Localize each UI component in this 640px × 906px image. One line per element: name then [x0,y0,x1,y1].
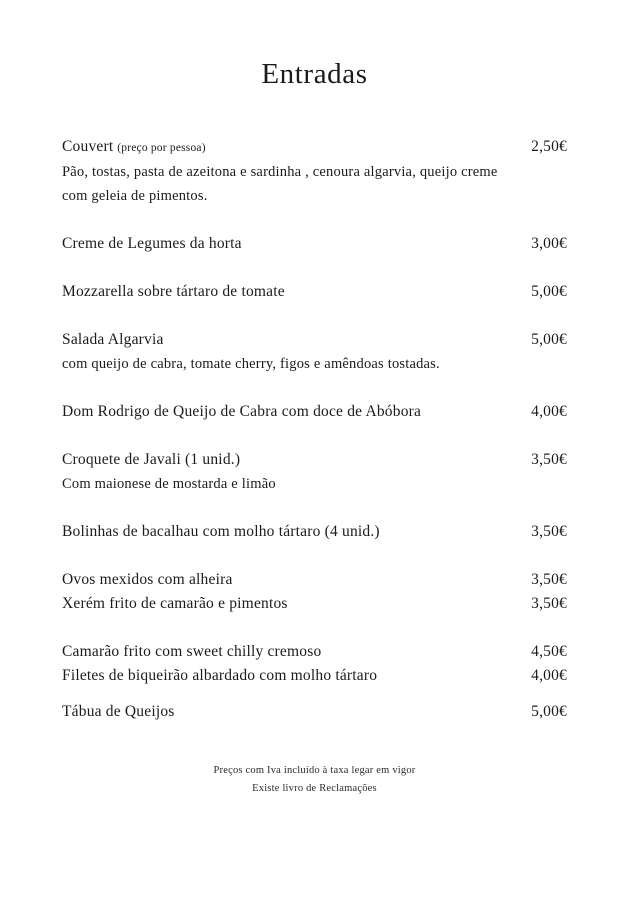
menu-item [62,448,567,472]
footer-complaints-note: Existe livro de Reclamações [252,783,377,794]
item-price: 5,00€ [531,703,567,720]
item-name: Bolinhas de bacalhau com molho tártaro (4 unid.) [62,523,380,540]
item-note: (preço por pessoa) [117,142,206,154]
item-price: 5,00€ [531,331,567,348]
menu-item [62,280,567,304]
menu-group [62,135,567,208]
item-price: 4,50€ [531,643,567,660]
menu-item [62,135,567,160]
menu-item [62,664,567,688]
menu-group [62,640,567,688]
item-price: 4,00€ [531,667,567,684]
menu-group [62,328,567,376]
menu-group [62,568,567,616]
footer-vat-note: Preços com Iva incluído à taxa legar em vigor [213,765,416,776]
item-price: 3,00€ [531,235,567,252]
menu-item [62,640,567,664]
menu-group [62,700,567,724]
item-name: Ovos mexidos com alheira [62,571,233,588]
menu-group [62,280,567,304]
menu-item [62,232,567,256]
item-price: 4,00€ [531,403,567,420]
item-name: Dom Rodrigo de Queijo de Cabra com doce de Abóbora [62,403,422,420]
menu-item [62,328,567,352]
item-description: Com maionese de mostarda e limão [62,476,276,492]
menu-item [62,700,567,724]
item-name: Tábua de Queijos [62,703,175,720]
item-name: Camarão frito com sweet chilly cremoso [62,643,322,660]
item-price: 2,50€ [531,138,567,155]
item-name: Couvert [62,138,114,155]
item-description: com queijo de cabra, tomate cherry, figos e amêndoas tostadas. [62,356,440,372]
item-description: com geleia de pimentos. [62,188,208,204]
menu-item [62,592,567,616]
item-price: 3,50€ [531,595,567,612]
footer-notes [62,762,567,798]
item-price: 5,00€ [531,283,567,300]
item-name: Salada Algarvia [62,331,164,348]
page-title: Entradas [261,58,368,90]
menu-item [62,520,567,544]
item-name: Mozzarella sobre tártaro de tomate [62,283,285,300]
item-name: Creme de Legumes da horta [62,235,242,252]
item-price: 3,50€ [531,451,567,468]
menu-group [62,448,567,496]
menu-group [62,520,567,544]
item-price: 3,50€ [531,571,567,588]
item-name: Xerém frito de camarão e pimentos [62,595,288,612]
menu-group [62,232,567,256]
item-name-with-note [62,135,206,160]
item-price: 3,50€ [531,523,567,540]
menu-item [62,568,567,592]
menu-item [62,400,567,424]
item-description: Pão, tostas, pasta de azeitona e sardinha , cenoura algarvia, queijo creme [62,164,498,180]
menu-list [62,135,567,724]
item-name: Filetes de biqueirão albardado com molho tártaro [62,667,378,684]
item-name: Croquete de Javali (1 unid.) [62,451,241,468]
menu-group [62,400,567,424]
